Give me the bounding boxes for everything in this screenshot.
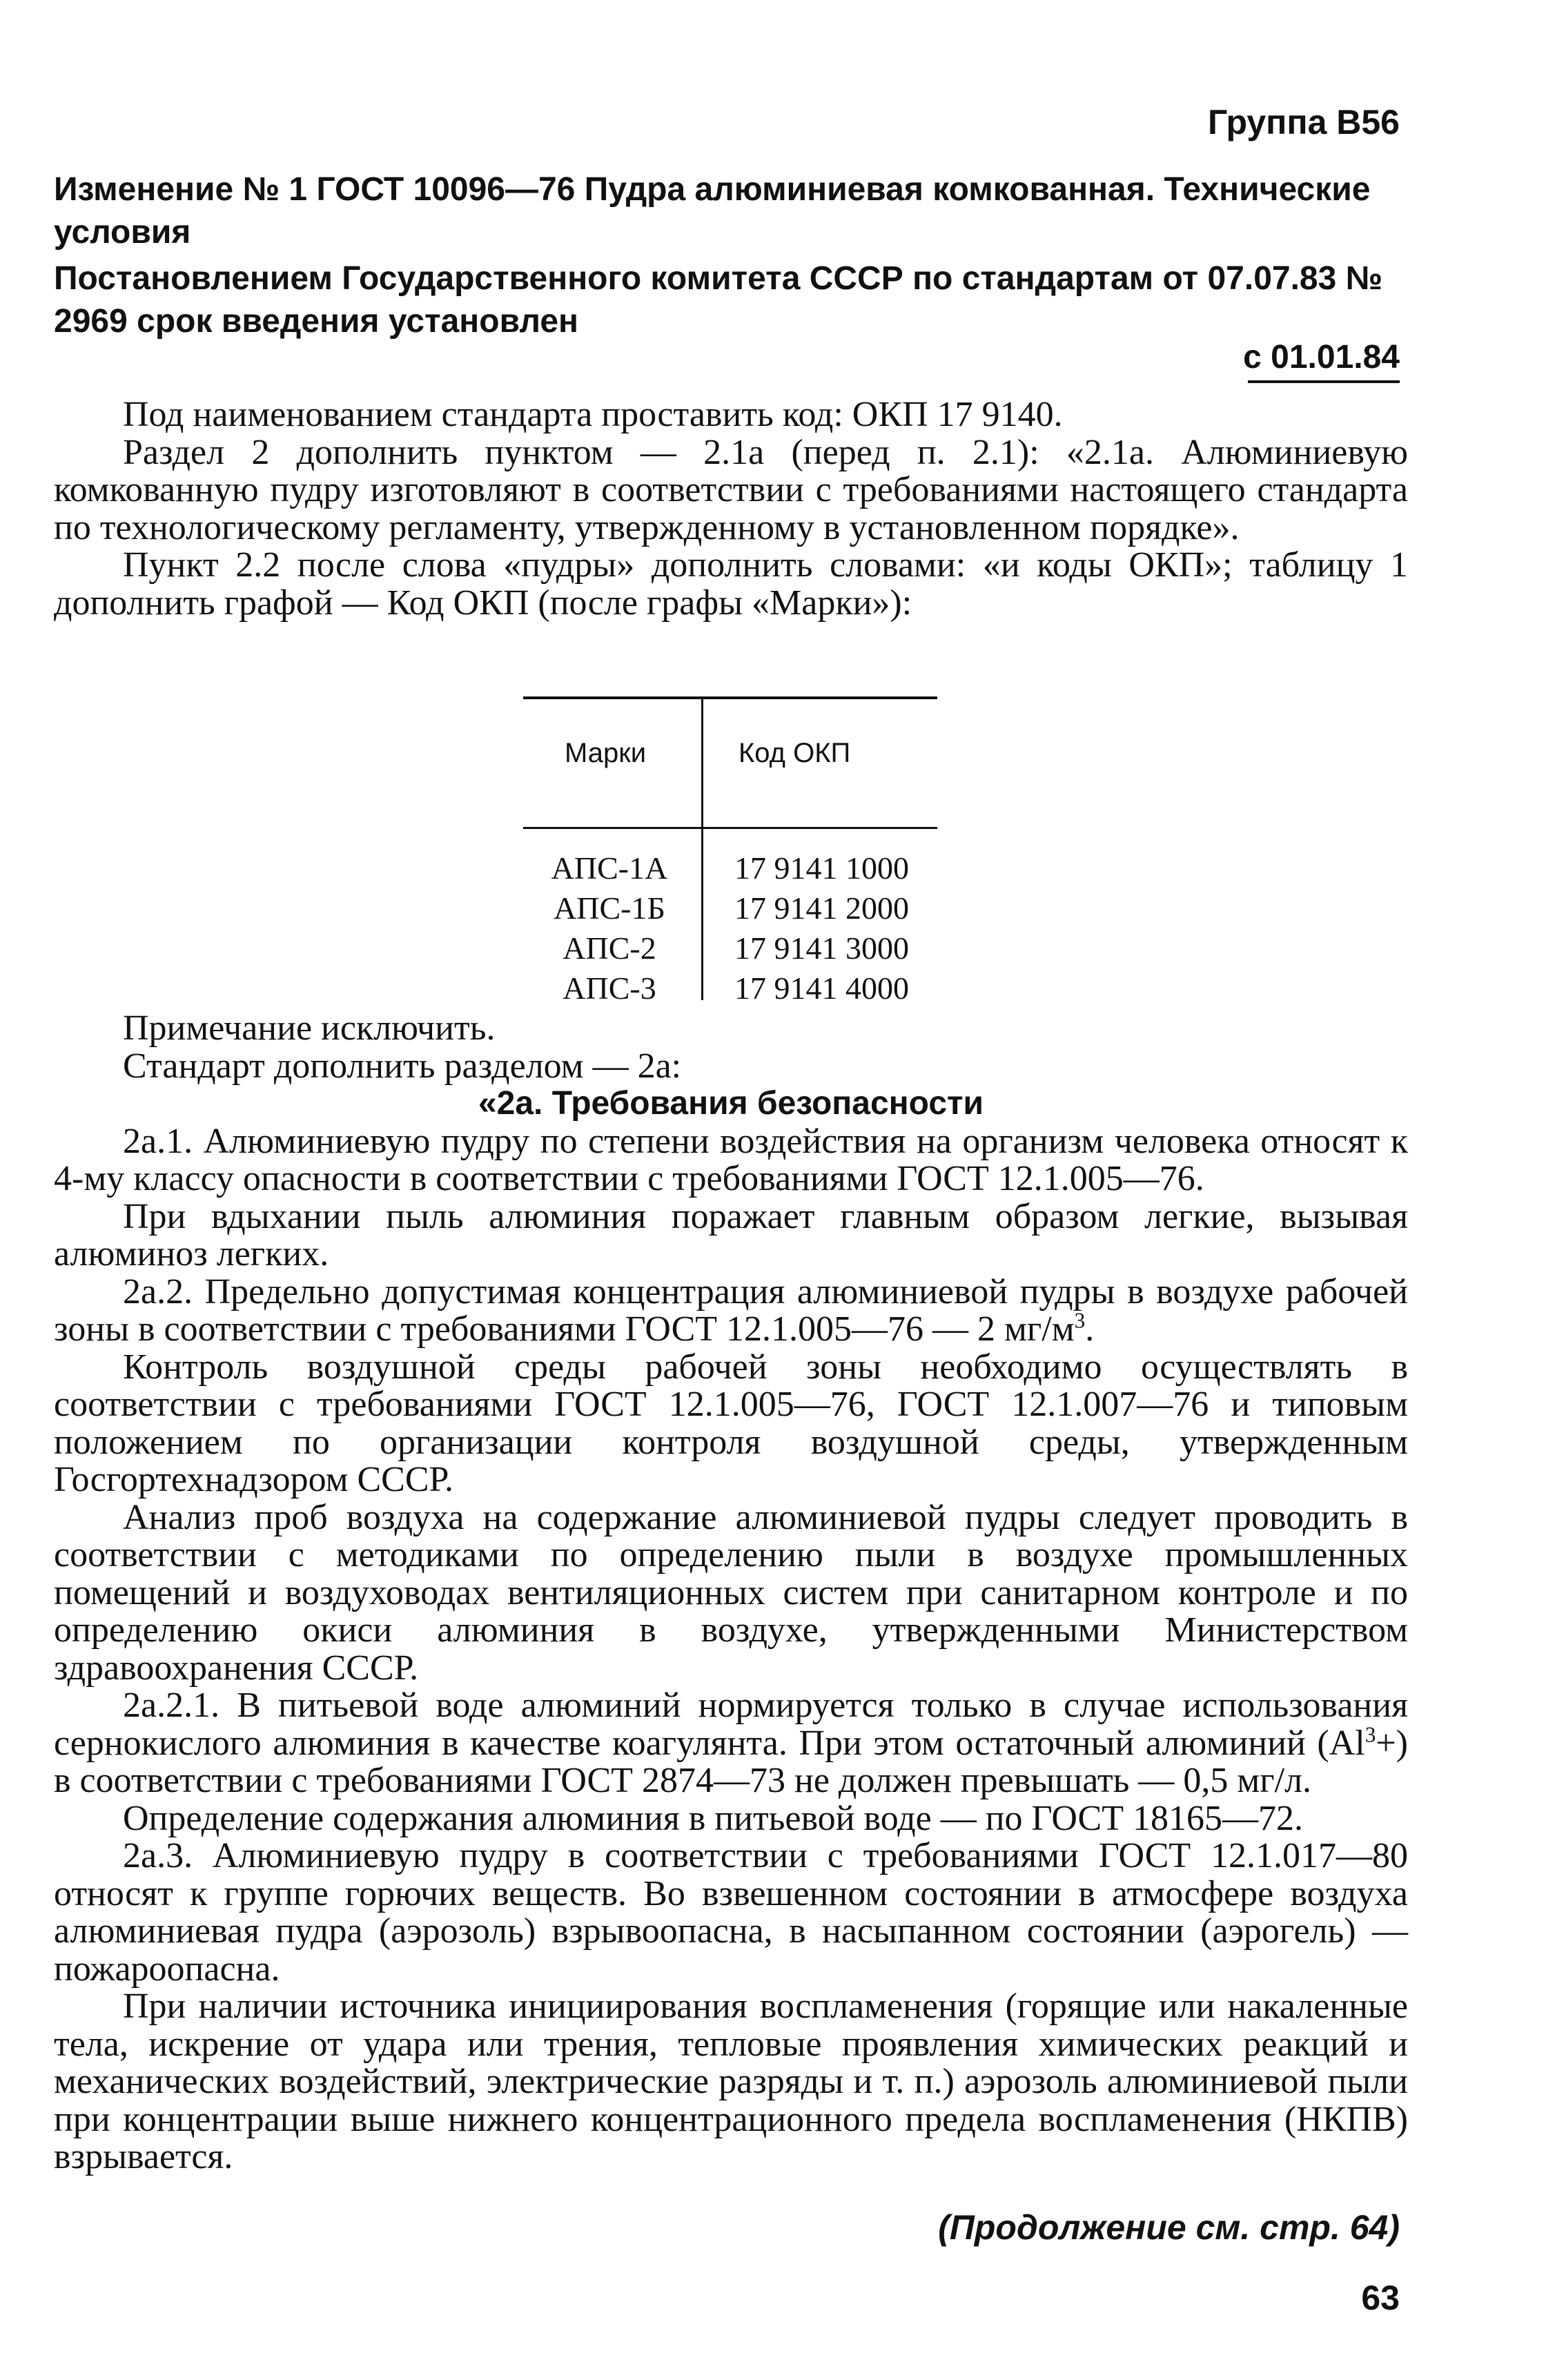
paragraph-2a1: 2а.1. Алюминиевую пудру по степени воздействия на организм человека относят к 4-му классу опасности в соответствии с требованиями ГОСТ 12.1.005—76. xyxy=(54,1121,1408,1198)
main-text xyxy=(54,1010,1408,2176)
paragraph-2a3: 2а.3. Алюминиевую пудру в соответствии с требованиями ГОСТ 12.1.017—80 относят к группе горючих веществ. Во взвешенном состоянии в атмосфере воздуха алюминиевая пудра (аэрозоль) взрывоопасна, в насыпанном состоянии (аэрогель) — пожароопасна. xyxy=(54,1836,1408,1989)
table-header-rule xyxy=(523,827,937,829)
intro-text xyxy=(54,396,1408,622)
table-cell-grade: АПС-3 xyxy=(563,970,656,1006)
table-header-grade: Марки xyxy=(565,738,647,768)
section-title: «2а. Требования безопасности xyxy=(478,1085,984,1122)
table-header-okp: Код ОКП xyxy=(739,738,851,768)
table-column-okp xyxy=(734,848,909,1008)
table-cell-okp: 17 9141 4000 xyxy=(734,970,909,1006)
table-column-divider xyxy=(701,696,703,1000)
paragraph-analysis: Анализ проб воздуха на содержание алюминиевой пудры следует проводить в соответствии с методиками по определению пыли в воздухе промышленных помещений и воздуховодах вентиляционных систем при санитарном контроле и по определению окиси алюминия в воздухе, утвержденными Министерством здравоохранения СССР. xyxy=(54,1497,1408,1688)
table-cell-grade: АПС-1Б xyxy=(554,890,665,926)
table-cell-grade: АПС-2 xyxy=(563,930,656,966)
table-cell-grade: АПС-1А xyxy=(551,850,668,886)
effective-date: с 01.01.84 xyxy=(1243,339,1400,375)
date-underline xyxy=(1248,380,1400,383)
change-title: Изменение № 1 ГОСТ 10096—76 Пудра алюминиевая комкованная. Технические условия xyxy=(54,171,1371,251)
paragraph-inhalation: При вдыхании пыль алюминия поражает главным образом легкие, вызывая алюминоз легких. xyxy=(54,1196,1408,1274)
note-paragraph: Примечание исключить. xyxy=(123,1008,496,1048)
paragraph-drinking-water: Определение содержания алюминия в питьевой воде — по ГОСТ 18165—72. xyxy=(123,1798,1303,1838)
page-number: 63 xyxy=(1361,2279,1400,2317)
decree-line: Постановлением Государственного комитета СССР по стандартам от 07.07.83 № 2969 срок введения установлен xyxy=(54,260,1383,340)
table-cell-okp: 17 9141 2000 xyxy=(734,890,909,926)
table-cell-okp: 17 9141 3000 xyxy=(734,930,909,966)
group-code: Группа В56 xyxy=(1208,103,1400,142)
paragraph-ignition: При наличии источника инициирования воспламенения (горящие или накаленные тела, искрение от удара или трения, тепловые проявления химических реакций и механических воздействий, электрические разряды и т. п.) аэрозоль алюминиевой пыли при концентрации выше нижнего концентрационного предела воспламенения (НКПВ) взрывается. xyxy=(54,1987,1408,2176)
paragraph-control: Контроль воздушной среды рабочей зоны необходимо осуществлять в соответствии с требованиями ГОСТ 12.1.005—76, ГОСТ 12.1.007—76 и типовым положением по организации контроля воздушной среды, утвержденным Госгортехнадзором СССР. xyxy=(54,1347,1408,1499)
table-cell-okp: 17 9141 1000 xyxy=(734,850,909,886)
supplement-paragraph: Стандарт дополнить разделом — 2а: xyxy=(123,1046,682,1086)
continuation-note: (Продолжение см. стр. 64) xyxy=(938,2208,1400,2247)
intro-paragraph-table: Пункт 2.2 после слова «пудры» дополнить словами: «и коды ОКП»; таблицу 1 дополнить графой — Код ОКП (после графы «Марки»): xyxy=(54,545,1408,623)
paragraph-2a2: 2а.2. Предельно допустимая концентрация алюминиевой пудры в воздухе рабочей зоны в соответствии с требованиями ГОСТ 12.1.005—76 — 2 $мг/м^3$. xyxy=(54,1271,1408,1349)
paragraph-2a21: 2а.2.1. В питьевой воде алюминий нормируется только в случае использования сернокислого алюминия в качестве коагулянта. При этом остаточный алюминий $(Al^3+)$ в соответствии с требованиями ГОСТ 2874—73 не должен превышать — 0,5 мг/л. xyxy=(54,1686,1408,1800)
intro-paragraph-okp: Под наименованием стандарта проставить код: ОКП 17 9140. xyxy=(123,395,1063,434)
table-top-rule xyxy=(523,696,937,699)
intro-paragraph-section2: Раздел 2 дополнить пунктом — 2.1а (перед п. 2.1): «2.1а. Алюминиевую комкованную пудру изготовляют в соответствии с требованиями настоящего стандарта по технологическому регламенту, утвержденному в установленном порядке». xyxy=(54,432,1408,547)
table-column-grades xyxy=(523,848,696,1008)
okp-table xyxy=(523,696,937,1006)
